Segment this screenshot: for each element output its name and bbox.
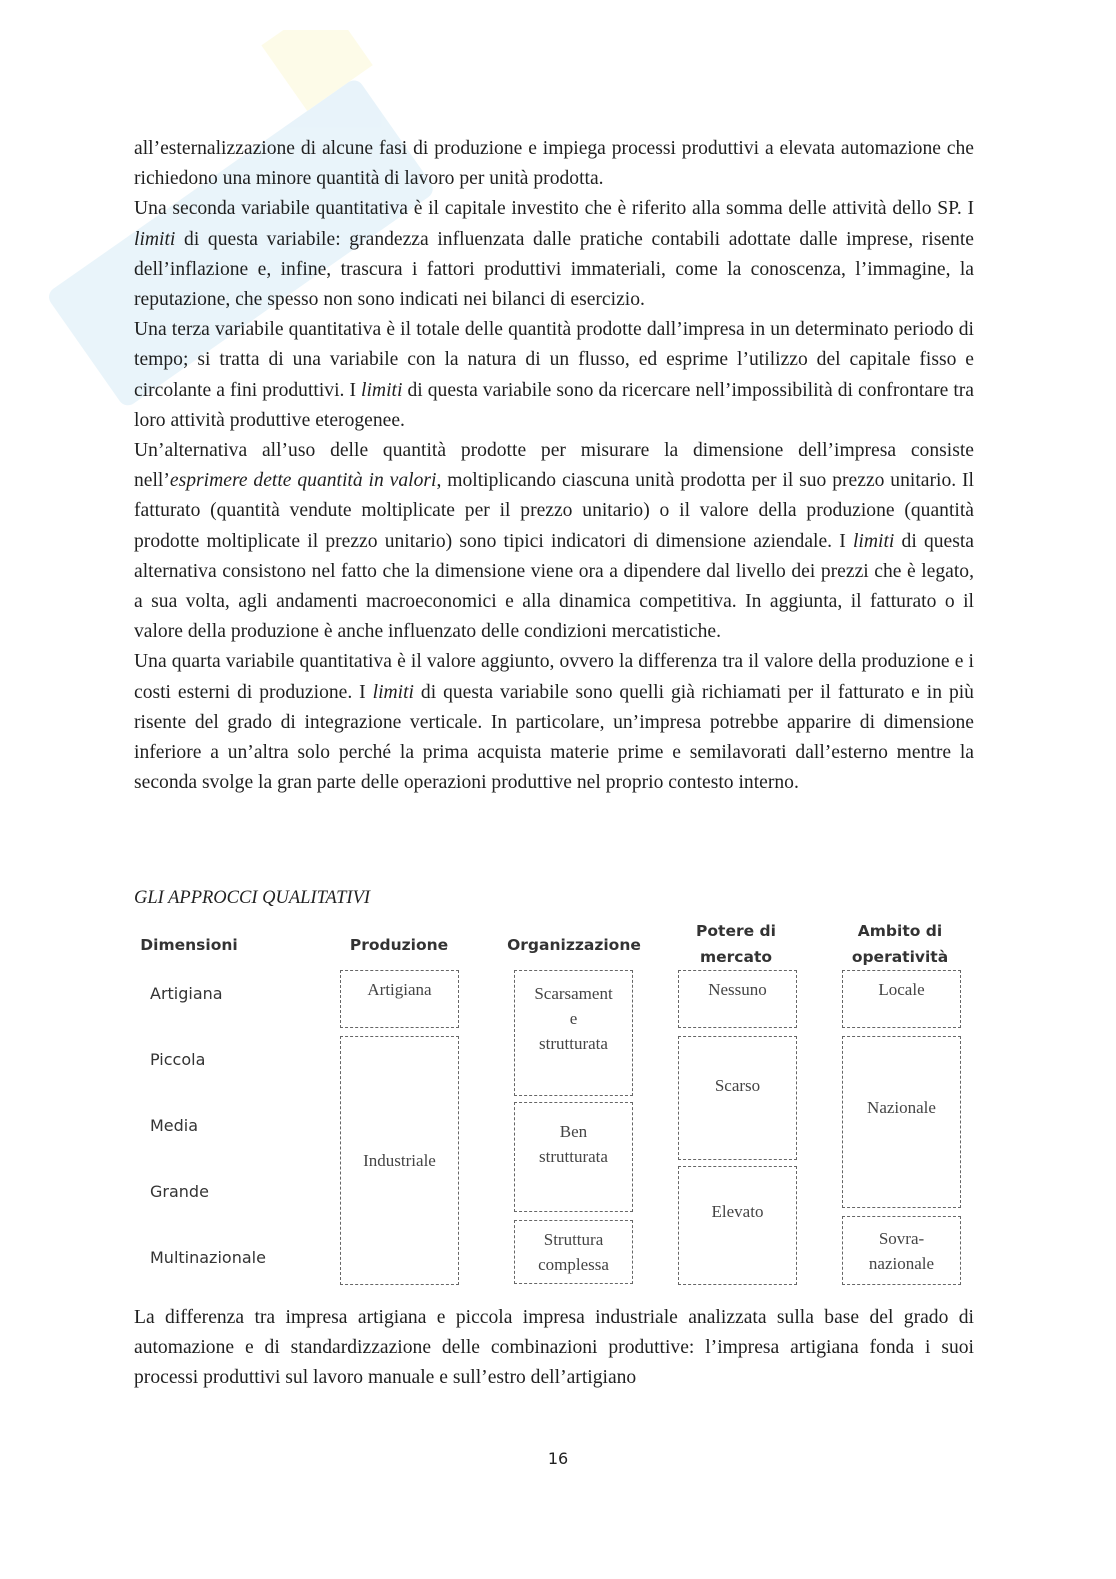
paragraph: Una quarta variabile quantitativa è il valore aggiunto, ovvero la differenza tra il valore della produzione e i costi esterni di produzione. I limiti di questa variabile sono quelli già richiamati per il fatturato e in più risente del grado di integrazione verticale. In particolare, un’impresa potrebbe apparire di dimensione inferiore a un’altra solo perché la prima acquista materie prime e semilavorati dall’esterno mentre la seconda svolge la gran parte delle operazioni produttive nel proprio contesto interno. bbox=[134, 651, 974, 794]
row-label-piccola: Piccola bbox=[150, 1050, 206, 1069]
row-label-artigiana: Artigiana bbox=[150, 984, 223, 1003]
body-text-top bbox=[134, 134, 974, 798]
paragraph: Una terza variabile quantitativa è il totale delle quantità prodotte dall’impresa in un determinato periodo di tempo; si tratta di una variabile con la natura di un flusso, ed esprime l’utilizzo del capitale fisso e circolante a fini produttivi. I limiti di questa variabile sono da ricercare nell’impossibilità di confrontare tra loro attività produttive eterogenee. bbox=[134, 319, 974, 431]
box-ambito-sovranazionale: Sovra- nazionale bbox=[842, 1216, 961, 1285]
paragraph: Un’alternativa all’uso delle quantità prodotte per misurare la dimensione dell’impresa consiste nell’esprimere dette quantità in valori, moltiplicando ciascuna unità prodotta per il suo prezzo unitario. Il fatturato (quantità vendute moltiplicate per il prezzo unitario) o il valore della produzione (quantità prodotte moltiplicate il prezzo unitario) sono tipici indicatori di dimensione aziendale. I limiti di questa alternativa consistono nel fatto che la dimensione viene ora a dipendere dal livello dei prezzi che è legato, a sua volta, agli andamenti macroeconomici e alla dinamica competitiva. In aggiunta, il fatturato o il valore della produzione è anche influenzato delle condizioni mercatistiche. bbox=[134, 440, 975, 643]
qualitative-approach-diagram bbox=[134, 918, 974, 1298]
box-potere-elevato: Elevato bbox=[678, 1166, 797, 1285]
row-label-media: Media bbox=[150, 1116, 199, 1135]
box-produzione-industriale: Industriale bbox=[340, 1036, 459, 1285]
header-organizzazione: Organizzazione bbox=[507, 936, 641, 954]
box-organizzazione-scarsamente-strutturata: Scarsament e strutturata bbox=[514, 970, 633, 1096]
box-ambito-locale: Locale bbox=[842, 970, 961, 1028]
body-text-bottom bbox=[134, 1303, 974, 1394]
row-label-grande: Grande bbox=[150, 1182, 209, 1201]
header-produzione: Produzione bbox=[349, 936, 449, 954]
page-number: 16 bbox=[547, 1449, 569, 1468]
row-label-multinazionale: Multinazionale bbox=[150, 1248, 266, 1267]
box-potere-nessuno: Nessuno bbox=[678, 970, 797, 1028]
section-heading: GLI APPROCCI QUALITATIVI bbox=[134, 888, 371, 908]
paragraph: Una seconda variabile quantitativa è il capitale investito che è riferito alla somma delle attività dello SP. I limiti di questa variabile: grandezza influenzata dalle pratiche contabili adottate dalle imprese, risente dell’inflazione e, infine, trascura i fattori produttivi immateriali, come la conoscenza, l’immagine, la reputazione, che spesso non sono indicati nei bilanci di esercizio. bbox=[134, 198, 974, 311]
paragraph: all’esternalizzazione di alcune fasi di produzione e impiega processi produttivi a elevata automazione che richiedono una minore quantità di lavoro per unità prodotta. bbox=[134, 138, 974, 190]
header-dimensioni: Dimensioni bbox=[140, 936, 238, 954]
box-ambito-nazionale: Nazionale bbox=[842, 1036, 961, 1208]
box-produzione-artigiana: Artigiana bbox=[340, 970, 459, 1028]
box-potere-scarso: Scarso bbox=[678, 1036, 797, 1160]
box-organizzazione-ben-strutturata: Ben strutturata bbox=[514, 1102, 633, 1212]
paragraph: La differenza tra impresa artigiana e piccola impresa industriale analizzata sulla base del grado di automazione e di standardizzazione delle combinazioni produttive: l’impresa artigiana fonda i suoi processi produttivi sul lavoro manuale e sull’estro dell’artigiano bbox=[134, 1307, 974, 1389]
header-ambito-di-operativita: Ambito di operatività bbox=[851, 922, 949, 966]
header-potere-di-mercato: Potere di mercato bbox=[696, 922, 776, 966]
box-organizzazione-struttura-complessa: Struttura complessa bbox=[514, 1220, 633, 1284]
